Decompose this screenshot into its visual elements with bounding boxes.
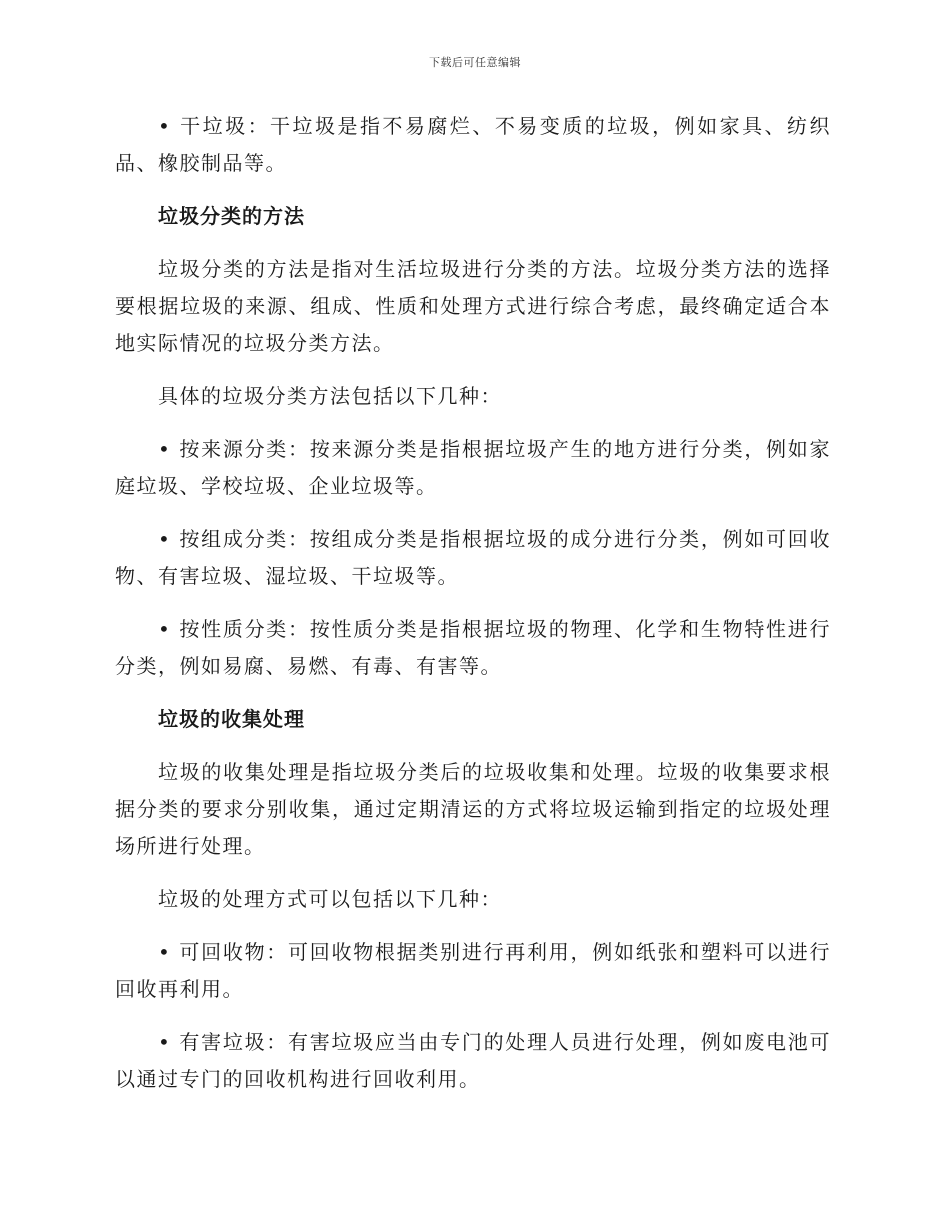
- heading-sorting-methods: 垃圾分类的方法: [158, 204, 305, 228]
- paragraph-collection-intro: 垃圾的收集处理是指垃圾分类后的垃圾收集和处理。垃圾的收集要求根据分类的要求分别收集，通过定期清运的方式将垃圾运输到指定的垃圾处理场所进行处理。: [115, 760, 831, 858]
- page-header: 下载后可任意编辑: [429, 56, 521, 69]
- paragraph-methods-list-intro: 具体的垃圾分类方法包括以下几种：: [158, 384, 502, 408]
- paragraph-by-composition: • 按组成分类：按组成分类是指根据垃圾的成分进行分类，例如可回收物、有害垃圾、湿垃圾、干垃圾等。: [115, 527, 831, 588]
- paragraph-dry-waste: • 干垃圾：干垃圾是指不易腐烂、不易变质的垃圾，例如家具、纺织品、橡胶制品等。: [115, 114, 831, 175]
- heading-collection-processing: 垃圾的收集处理: [158, 707, 305, 731]
- paragraph-by-source: • 按来源分类：按来源分类是指根据垃圾产生的地方进行分类，例如家庭垃圾、学校垃圾、企业垃圾等。: [115, 437, 831, 498]
- paragraph-by-property: • 按性质分类：按性质分类是指根据垃圾的物理、化学和生物特性进行分类，例如易腐、易燃、有毒、有害等。: [115, 617, 831, 678]
- paragraph-hazardous-waste: • 有害垃圾：有害垃圾应当由专门的处理人员进行处理，例如废电池可以通过专门的回收机构进行回收利用。: [115, 1030, 831, 1091]
- document-body: [115, 108, 831, 1098]
- paragraph-processing-list-intro: 垃圾的处理方式可以包括以下几种：: [158, 887, 502, 911]
- paragraph-recyclables: • 可回收物：可回收物根据类别进行再利用，例如纸张和塑料可以进行回收再利用。: [115, 940, 831, 1001]
- paragraph-sorting-methods-intro: 垃圾分类的方法是指对生活垃圾进行分类的方法。垃圾分类方法的选择要根据垃圾的来源、组成、性质和处理方式进行综合考虑，最终确定适合本地实际情况的垃圾分类方法。: [115, 257, 831, 355]
